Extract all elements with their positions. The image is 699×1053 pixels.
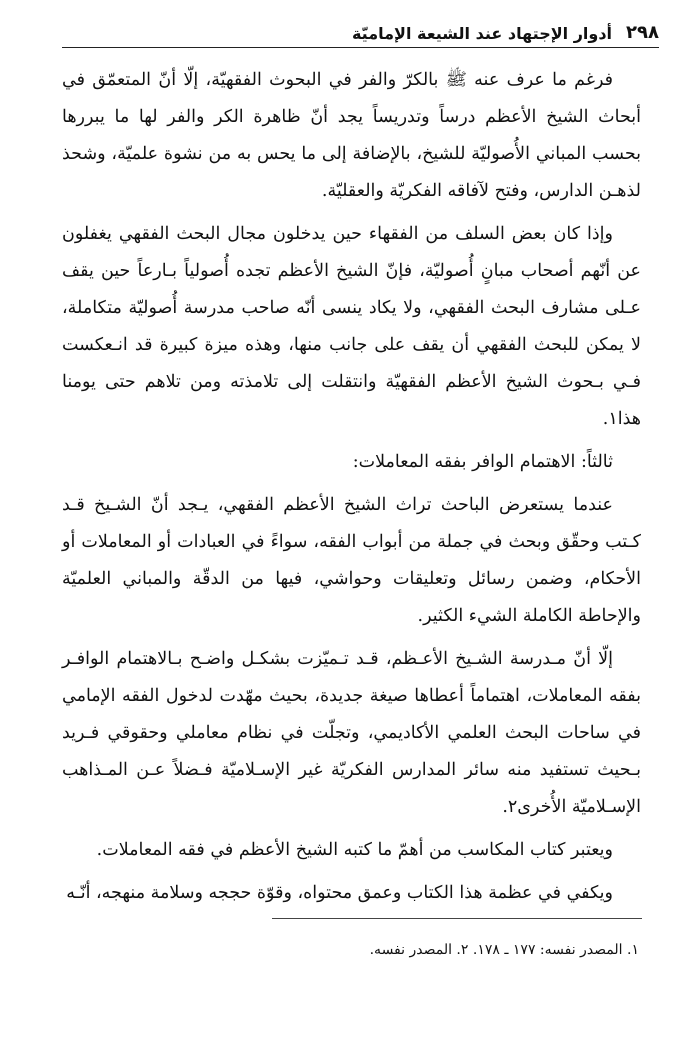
paragraph: عندما يستعرض الباحث تراث الشيخ الأعظم الفقهي، يـجد أنّ الشـيخ قـد كـتب وحقّق وبحث في جملة من أبواب الفقه، سواءً في العبادات أو المعاملات أو الأحكام، وضمن رسائل وتعليقات وحواشي، فيها من الدقّة والمباني العلميّة والإحاطة الكاملة الشيء الكثير. [62,495,641,626]
running-header [62,12,659,48]
section-heading: ثالثاً: الاهتمام الوافر بفقه المعاملات: [352,452,613,472]
running-title: أدوار الإجتهاد عند الشيعة الإماميّة [351,24,613,43]
paragraph: ويعتبر كتاب المكاسب من أهمّ ما كتبه الشيخ الأعظم في فقه المعاملات. [96,840,613,860]
body-text [62,62,641,918]
paragraph: ويكفي في عظمة هذا الكتاب وعمق محتواه، وقوّة حججه وسلامة منهجه، أنّـه [66,883,613,903]
paragraph: إلّا أنّ مـدرسة الشـيخ الأعـظم، قـد تـميّزت بشكـل واضـح بـالاهتمام الوافـر بفقه المعاملات، اهتماماً أعطاها صيغة جديدة، بحيث مهّدت لدخول الفقه الإمامي في ساحات البحث العلمي الأكاديمي، وتجلّت في نظام معاملي وحقوقي فـريد بـحيث تستفيد منه سائر المدارس الفكريّة غير الإسـلاميّة فـضلاً عـن المـذاهب الإسـلاميّة الأُخرى٢. [62,649,641,817]
paragraph: فرغم ما عرف عنه ﷺ بالكرّ والفر في البحوث الفقهيّة، إلّا أنّ المتعمّق في أبحاث الشيخ الأعظم درساً وتدريساً يجد أنّ ظاهرة الكر والفر لها ما يبررها بحسب المباني الأُصوليّة للشيخ، بالإضافة إلى ما يحس به من نشوة علميّة، وشحذ لذهـن الدارس، وفتح لآفاقه الفكريّة والعقليّة. [62,70,641,201]
footnotes: ١. المصدر نفسه: ١٧٧ ـ ١٧٨. ٢. المصدر نفسه. [369,942,639,958]
page-number: ٢٩٨ [626,22,659,43]
footnote-divider [272,918,642,919]
paragraph: وإذا كان بعض السلف من الفقهاء حين يدخلون مجال البحث الفقهي يغفلون عن أنّهم أصحاب مبانٍ أُصوليّة، فإنّ الشيخ الأعظم تجده أُصولياً بـارعاً حين يقف عـلى مشارف البحث الفقهي، ولا يكاد ينسى أنّه صاحب مدرسة أُصوليّة متكاملة، لا يمكن للبحث الفقهي أن يقف على جانب منها، وهذه ميزة كبيرة قد انـعكست فـي بـحوث الشيخ الأعظم الفقهيّة وانتقلت إلى تلامذته ومن تلاهم حتى يومنا هذا١. [62,224,641,429]
